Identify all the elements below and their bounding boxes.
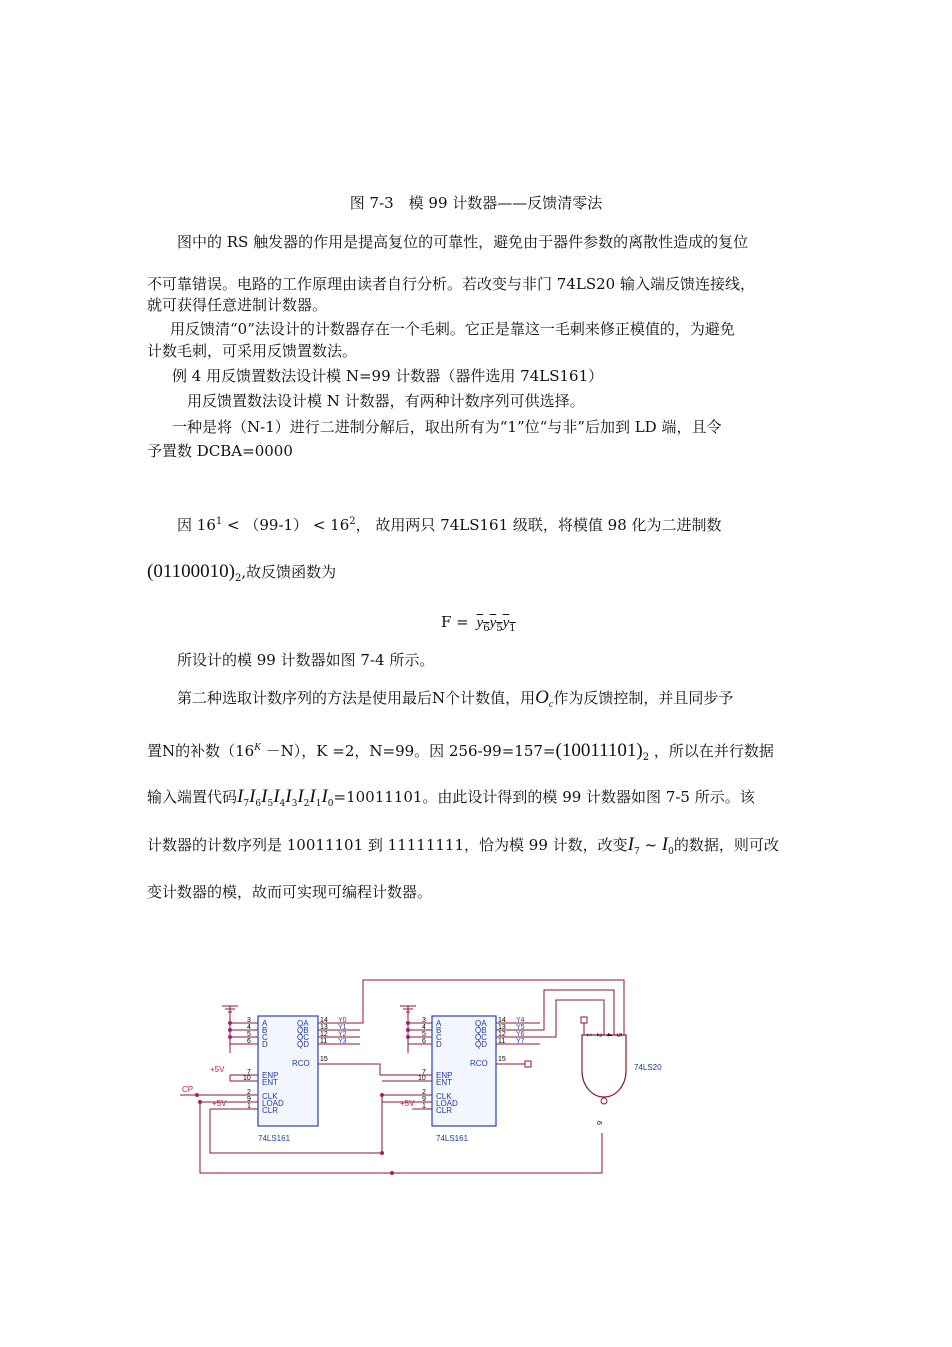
method1-line1: 一种是将（N-1）进行二进制分解后，取出所有为“1”位“与非”后加到 LD 端，且令 [172,418,722,436]
svg-text:15: 15 [498,1056,506,1063]
svg-text:2: 2 [595,1033,602,1037]
svg-text:C: C [262,1033,268,1042]
inequality-line: 因 $16^1 < (99-1) < 16^2$， 故用两只 74LS161 级联，将模值 98 化为二进制数 [177,516,722,534]
svg-text:A: A [436,1019,442,1028]
svg-text:3: 3 [247,1017,251,1024]
svg-text:11: 11 [320,1038,328,1045]
svg-text:CLK: CLK [436,1092,452,1101]
method2-line1: 第二种选取计数序列的方法是使用最后N个计数值，用$O_c$作为反馈控制，并且同步予 [177,687,734,710]
svg-text:2: 2 [247,1089,251,1096]
binary-98-line: $(01100010)_2$,故反馈函数为 [147,561,337,584]
svg-text:Y3: Y3 [338,1038,347,1045]
svg-text:QD: QD [475,1040,487,1049]
svg-text:5: 5 [615,1033,622,1037]
method2-line3: 输入端置代码$I_7I_6I_5I_4I_3I_2I_1I_0=10011101$。由此设计得到的模 99 计数器如图 7-5 所示。该 [147,786,755,809]
method1-line2: 予置数 DCBA=0000 [147,442,293,460]
svg-text:Y5: Y5 [516,1024,525,1031]
svg-text:CLR: CLR [262,1106,279,1115]
svg-text:7: 7 [422,1069,426,1076]
svg-text:B: B [436,1026,442,1035]
svg-text:CLK: CLK [262,1092,278,1101]
svg-text:14: 14 [498,1017,506,1024]
svg-text:10: 10 [243,1075,251,1082]
para2-line2: 计数毛刺，可采用反馈置数法。 [147,342,358,360]
svg-text:QA: QA [297,1019,309,1028]
svg-text:4: 4 [247,1024,251,1031]
svg-text:14: 14 [320,1017,328,1024]
para1-line1: 图中的 RS 触发器的作用是提高复位的可靠性，避免由于器件参数的离散性造成的复位 [177,233,749,251]
chip2-label: 74LS161 [436,1134,469,1143]
method2-line5: 变计数器的模，故而可实现可编程计数器。 [147,883,433,901]
svg-text:+5V: +5V [400,1099,415,1108]
svg-text:ENP: ENP [436,1071,453,1080]
svg-text:6: 6 [247,1038,251,1045]
svg-text:QA: QA [475,1019,487,1028]
para1-line2: 不可靠错误。电路的工作原理由读者自行分析。若改变与非门 74LS20 输入端反馈连接线， [147,275,755,293]
example-title: 例 4 用反馈置数法设计模 N=99 计数器（器件选用 74LS161） [172,367,604,385]
svg-text:+5V: +5V [210,1065,225,1074]
svg-text:10: 10 [418,1075,426,1082]
svg-text:6: 6 [422,1038,426,1045]
svg-text:7: 7 [247,1069,251,1076]
svg-text:12: 12 [498,1031,506,1038]
chip-74ls161-1 [243,1016,347,1143]
svg-text:D: D [262,1040,268,1049]
svg-text:Y0: Y0 [338,1017,347,1024]
svg-text:6: 6 [595,1121,602,1125]
svg-text:D: D [436,1040,442,1049]
svg-text:Y1: Y1 [338,1024,347,1031]
svg-text:B: B [262,1026,268,1035]
svg-text:1: 1 [422,1103,426,1110]
svg-text:CLR: CLR [436,1106,453,1115]
svg-text:RCO: RCO [292,1059,310,1068]
svg-text:ENP: ENP [262,1071,279,1080]
svg-text:RCO: RCO [470,1059,488,1068]
svg-text:2: 2 [422,1089,426,1096]
svg-text:11: 11 [498,1038,506,1045]
para2-line1: 用反馈清“0”法设计的计数器存在一个毛刺。它正是靠这一毛刺来修正模值的，为避免 [170,320,735,338]
svg-text:QC: QC [475,1033,487,1042]
para1-line3: 就可获得任意进制计数器。 [147,296,328,314]
svg-text:Y4: Y4 [516,1017,525,1024]
svg-text:15: 15 [320,1056,328,1063]
svg-text:Y6: Y6 [516,1031,525,1038]
svg-text:LOAD: LOAD [436,1099,458,1108]
svg-text:+5V: +5V [212,1099,227,1108]
svg-text:QD: QD [297,1040,309,1049]
svg-text:4: 4 [605,1033,612,1037]
example-intro: 用反馈置数法设计模 N 计数器，有两种计数序列可供选择。 [187,392,585,410]
svg-text:1: 1 [585,1033,592,1037]
figure-caption: 图 7-3 模 99 计数器——反馈清零法 [349,194,603,212]
chip-74ls161-2 [418,1016,525,1143]
chip1-label: 74LS161 [258,1134,291,1143]
svg-text:ENT: ENT [436,1078,452,1087]
nand-gate-74ls20 [582,1033,662,1125]
svg-text:3: 3 [422,1017,426,1024]
method2-line4: 计数器的计数序列是 10011101 到 11111111，恰为模 99 计数，改变$I_7$ ~ $I_0$的数据，则可改 [147,834,779,857]
svg-text:QB: QB [475,1026,487,1035]
svg-text:Y7: Y7 [516,1038,525,1045]
svg-text:13: 13 [498,1024,506,1031]
cp-label: CP [182,1085,194,1094]
svg-text:4: 4 [422,1024,426,1031]
feedback-formula: $F = y_6y_5y_1$ [441,613,516,634]
svg-text:9: 9 [247,1096,251,1103]
svg-text:QB: QB [297,1026,309,1035]
svg-text:C: C [436,1033,442,1042]
svg-text:5: 5 [247,1031,251,1038]
circuit-diagram [170,975,690,1185]
svg-text:A: A [262,1019,268,1028]
svg-text:Y2: Y2 [338,1031,347,1038]
svg-text:1: 1 [247,1103,251,1110]
svg-text:13: 13 [320,1024,328,1031]
svg-text:5: 5 [422,1031,426,1038]
figure-7-4-reference: 所设计的模 99 计数器如图 7-4 所示。 [177,651,435,669]
svg-text:9: 9 [422,1096,426,1103]
svg-text:ENT: ENT [262,1078,278,1087]
method2-line2: 置N的补数$(16^K -N)$，K =2，N=99。因 $256-99=157=(10011101)_2$ ，所以在并行数据 [147,740,774,763]
gate-label: 74LS20 [634,1063,662,1072]
svg-text:QC: QC [297,1033,309,1042]
svg-text:12: 12 [320,1031,328,1038]
svg-text:LOAD: LOAD [262,1099,284,1108]
